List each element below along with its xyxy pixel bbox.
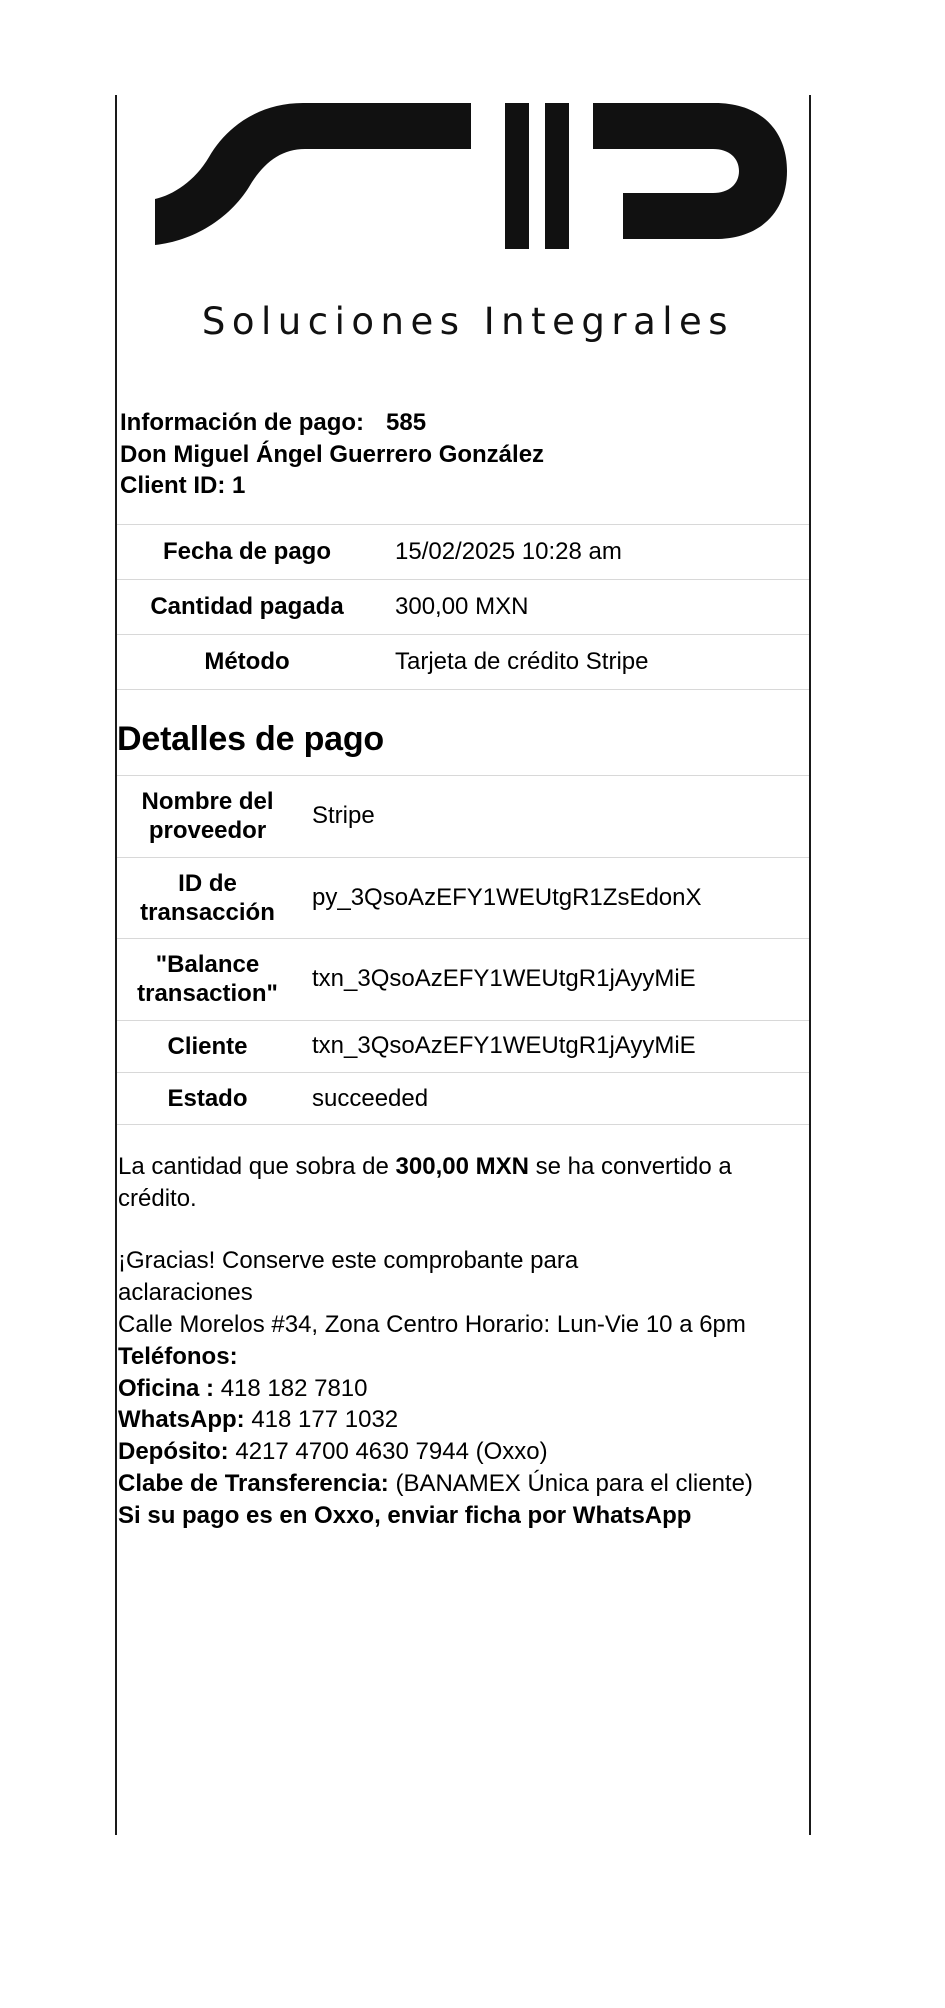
table-row [117,857,809,939]
summary-value-cantidad: 300,00 MXN [395,593,529,621]
thanks-line-2: aclaraciones [118,1278,253,1306]
payment-summary-table [117,524,809,690]
office-label: Oficina : [118,1374,215,1402]
deposit-account [118,1436,808,1468]
address-line: Calle Morelos #34, Zona Centro Horario: Lun-Vie 10 a 6pm [118,1310,746,1338]
summary-label-metodo: Método [204,648,290,676]
table-row [117,776,809,858]
whatsapp-phone [118,1404,808,1436]
customer-name: Don Miguel Ángel Guerrero González [120,440,545,468]
details-label-estado: Estado [167,1084,248,1112]
payment-info-number: 585 [386,409,427,436]
table-row [117,580,809,635]
table-row [117,635,809,690]
details-label-balance-transaction: "Balance transaction" [137,951,278,1008]
whatsapp-label: WhatsApp: [118,1406,245,1434]
summary-label-fecha: Fecha de pago [162,538,332,566]
summary-label-cantidad: Cantidad pagada [150,593,344,621]
thanks-line-1: ¡Gracias! Conserve este comprobante para [118,1246,579,1274]
office-value: 418 182 7810 [220,1374,368,1402]
deposit-label: Depósito: [118,1438,229,1466]
oxxo-notice: Si su pago es en Oxxo, enviar ficha por WhatsApp [118,1502,692,1530]
credit-note-amount: 300,00 MXN [395,1153,529,1181]
details-value-proveedor: Stripe [312,802,375,830]
office-phone [118,1373,808,1405]
details-label-proveedor: Nombre del proveedor [141,788,274,845]
sip-logo-icon [153,95,793,285]
summary-value-metodo: Tarjeta de crédito Stripe [395,648,649,676]
receipt-footer [118,1245,808,1532]
details-value-cliente: txn_3QsoAzEFY1WEUtgR1jAyyMiE [312,1032,696,1060]
logo-wordmark: Soluciones Integrales [201,300,735,343]
details-value-balance-transaction: txn_3QsoAzEFY1WEUtgR1jAyyMiE [312,965,696,993]
client-id: Client ID: 1 [120,472,246,500]
details-value-estado: succeeded [312,1084,429,1112]
details-section-title: Detalles de pago [117,720,384,759]
clabe-value: (BANAMEX Única para el cliente) [395,1470,753,1498]
payment-info-line [120,407,815,439]
company-logo [133,95,793,343]
credit-note [118,1151,798,1215]
deposit-value: 4217 4700 4630 7944 (Oxxo) [235,1438,548,1466]
table-row [117,939,809,1021]
details-value-transaccion: py_3QsoAzEFY1WEUtgR1ZsEdonX [312,883,702,911]
payment-info-label: Información de pago: [120,409,365,436]
table-row [117,1072,809,1124]
whatsapp-value: 418 177 1032 [251,1406,399,1434]
payment-header-info [120,407,815,502]
credit-note-suffix: se ha convertido a crédito. [118,1153,732,1213]
table-row [117,525,809,580]
summary-value-fecha: 15/02/2025 10:28 am [395,538,622,566]
clabe-transfer [118,1468,808,1500]
details-label-cliente: Cliente [167,1032,248,1060]
payment-receipt [115,0,815,1532]
details-label-transaccion: ID de transacción [140,869,275,926]
credit-note-prefix: La cantidad que sobra de [118,1153,396,1181]
payment-details-table [117,775,809,1125]
phones-label: Teléfonos: [118,1342,238,1370]
table-row [117,1020,809,1072]
clabe-label: Clabe de Transferencia: [118,1470,389,1498]
